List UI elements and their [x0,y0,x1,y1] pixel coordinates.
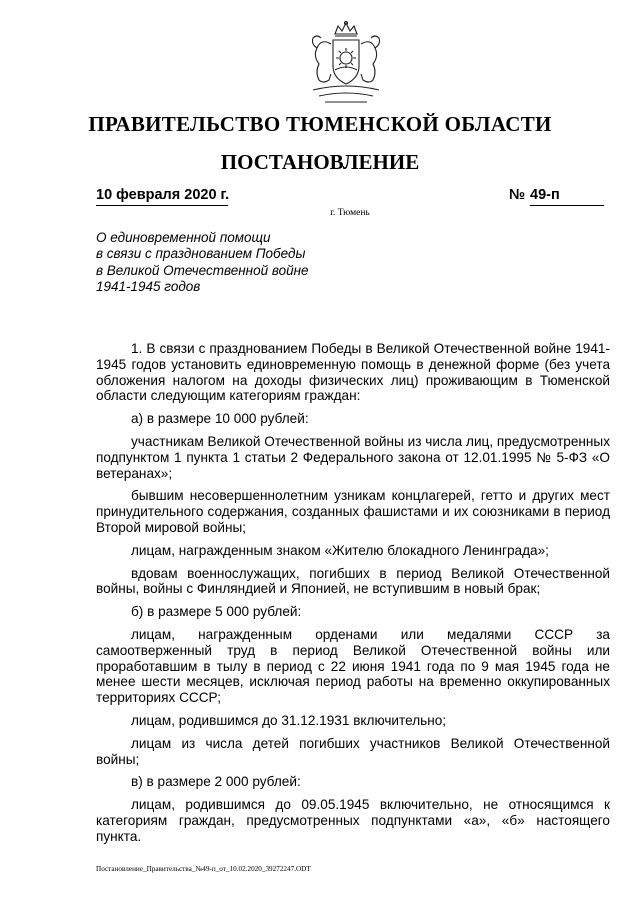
paragraph: участникам Великой Отечественной войны из числа лиц, предусмотренных подпунктом 1 пункта 1 статьи 2 Федерального закона от 12.01.1995 № 5-ФЗ «О ветеранах»; [96,433,610,481]
subject-line: О единовременной помощи [96,230,271,245]
document-subject [96,230,396,296]
paragraph: бывшим несовершеннолетним узникам концлагерей, гетто и других мест принудительного содержания, созданных фашистами и их союзниками в период Второй мировой войны; [96,488,610,535]
paragraph: вдовам военнослужащих, погибших в период Великой Отечественной войны, войны с Финляндией и Японией, не вступившим в новый брак; [96,565,610,597]
document-type: ПОСТАНОВЛЕНИЕ [220,150,420,174]
subject-line: в связи с празднованием Победы [96,246,306,262]
paragraph: лицам из числа детей погибших участников Великой Отечественной войны; [96,735,610,767]
document-number: 49-п [530,186,604,206]
paragraph: лицам, награжденным орденами или медалями СССР за самоотверженный труд в период Великой Отечественной войны или проработавшим в тылу в период с 22 июня 1941 года по 9 мая 1945 года не менее шести месяцев, исключая период работы на временно оккупированных территориях СССР; [96,626,610,706]
document-date: 10 февраля 2020 г. [96,186,228,206]
paragraph: лицам, родившимся до 31.12.1931 включительно; [131,712,447,728]
document-body [96,341,610,852]
city-label: г. Тюмень [330,208,370,218]
number-sign: № [509,187,526,203]
paragraph: б) в размере 5 000 рублей: [131,604,302,620]
subject-line: 1941-1945 годов [96,279,201,295]
coat-of-arms-icon [305,20,387,106]
file-footer: Постановление_Правительства_№49-п_от_10.02.2020_39272247.ODT [96,865,311,873]
paragraph: лицам, награжденным знаком «Жителю блокадного Ленинграда»; [131,542,549,558]
paragraph: а) в размере 10 000 рублей: [131,411,309,427]
organization-title: ПРАВИТЕЛЬСТВО ТЮМЕНСКОЙ ОБЛАСТИ [88,112,552,136]
subject-line: в Великой Отечественной войне [96,262,309,278]
paragraph: 1. В связи с празднованием Победы в Великой Отечественной войне 1941-1945 годов установить единовременную помощь в денежной форме (без учета обложения налогом на доходы физических лиц) проживающим в Тюменской области следующим категориям граждан: [96,341,610,404]
paragraph: лицам, родившимся до 09.05.1945 включительно, не относящимся к категориям граждан, предусмотренных подпунктами «а», «б» настоящего пункта. [96,797,610,844]
paragraph: в) в размере 2 000 рублей: [131,774,301,790]
